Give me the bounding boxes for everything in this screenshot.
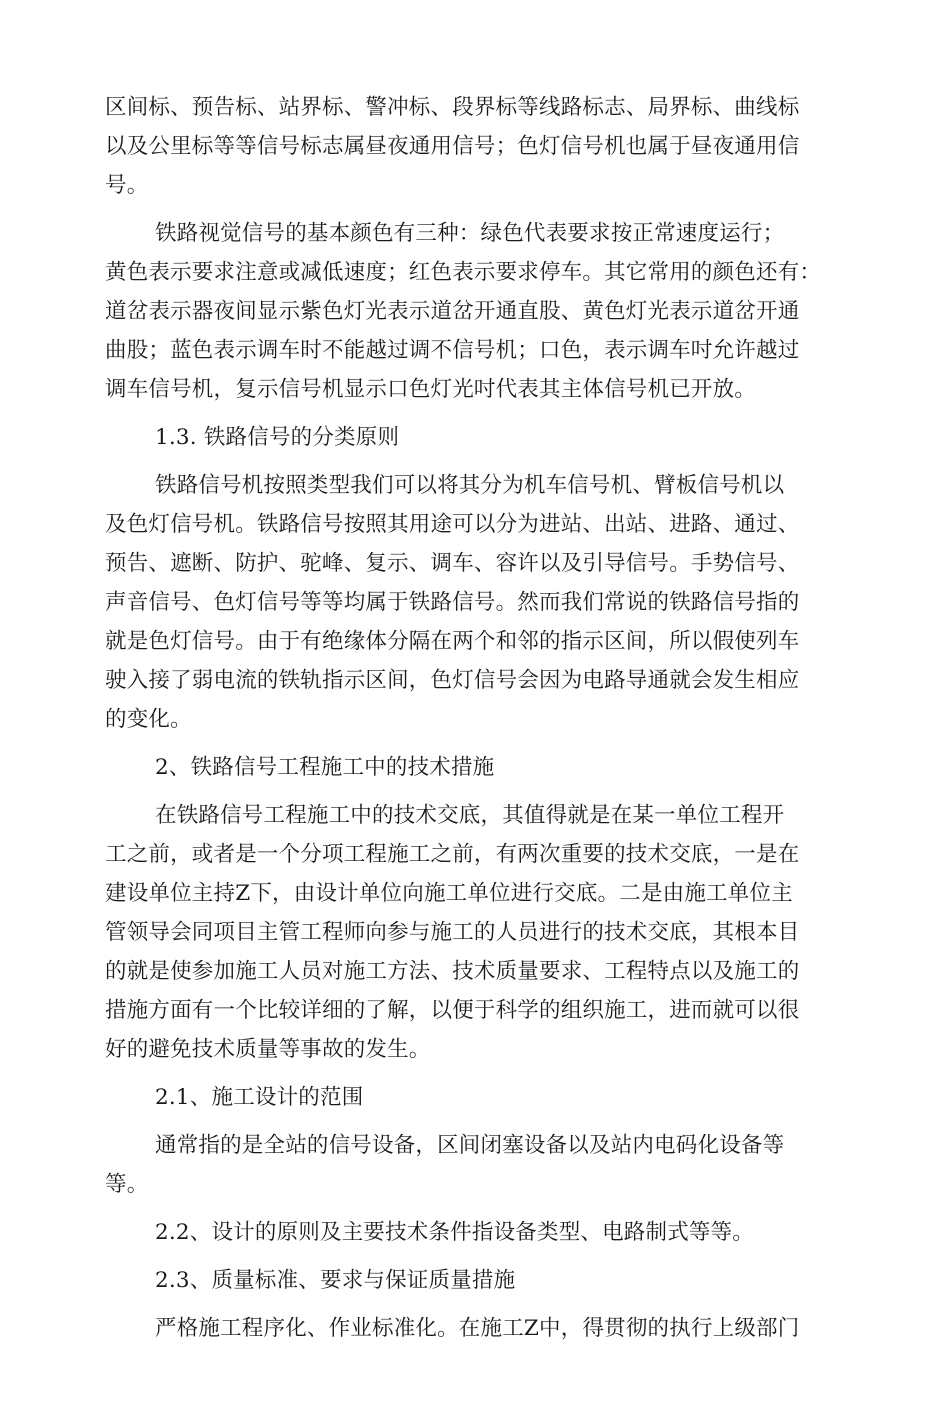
text-line: 调车信号机，复示信号机显示口色灯光吋代表其主体信号机已开放。 <box>105 377 757 402</box>
text-line: 通常指的是全站的信号设备，区间闭塞设备以及站内电码化设备等 <box>155 1133 785 1158</box>
text-line: 铁路视觉信号的基本颜色有三种：绿色代表要求按正常速度运行； <box>155 221 785 246</box>
document-page <box>105 88 850 1348</box>
text-line: 的就是使参加施工人员对施工方法、技术质量要求、工程特点以及施工的 <box>105 959 800 984</box>
text-line: 声音信号、色灯信号等等均属于铁路信号。然而我们常说的铁路信号指的 <box>105 590 800 615</box>
text-line: 在铁路信号工程施工中的技术交底，其值得就是在某一单位工程开 <box>155 803 785 828</box>
heading-text: 2.2、设计的原则及主要技术条件指设备类型、电路制式等等。 <box>155 1220 754 1245</box>
section-heading-2-1 <box>105 1078 850 1117</box>
text-line: 好的避免技术质量等事故的发生。 <box>105 1037 431 1062</box>
text-line: 严格施工程序化、作业标准化。在施工Z中，得贯彻的执行上级部门 <box>155 1316 800 1341</box>
text-line: 建设单位主持Z下，由设计单位向施工单位进行交底。二是由施工单位主 <box>105 881 793 906</box>
text-line: 预告、遮断、防护、驼峰、复示、调车、容许以及引导信号。手势信号、 <box>105 551 800 576</box>
text-line: 道岔表示器夜间显示紫色灯光表示道岔开通直股、黄色灯光表示道岔开通 <box>105 299 800 324</box>
heading-text: 2.3、质量标准、要求与保证质量措施 <box>155 1268 516 1293</box>
text-line: 黄色表示要求注意或减低速度；红色表示要求停车。其它常用的颜色还有： <box>105 260 822 285</box>
text-line: 以及公里标等等信号标志属昼夜通用信号；色灯信号机也属于昼夜通用信 <box>105 134 800 159</box>
text-line: 及色灯信号机。铁路信号按照其用途可以分为进站、出站、进路、通过、 <box>105 512 800 537</box>
text-line: 工之前，或者是一个分项工程施工之前，有两次重要的技术交底，一是在 <box>105 842 800 867</box>
text-line: 驶入接了弱电流的铁轨指示区间，色灯信号会因为电路导通就会发生相应 <box>105 668 800 693</box>
heading-text: 1.3. 铁路信号的分类原则 <box>155 425 400 450</box>
section-heading-2-2 <box>105 1213 850 1252</box>
text-line: 等。 <box>105 1172 149 1197</box>
text-line: 措施方面有一个比较详细的了解，以便于科学的组织施工，进而就可以很 <box>105 998 800 1023</box>
text-line: 曲股；蓝色表示调车时不能越过调不信号机；口色，表示调车吋允许越过 <box>105 338 800 363</box>
text-line: 号。 <box>105 173 149 198</box>
text-line: 区间标、预告标、站界标、警冲标、段界标等线路标志、局界标、曲线标 <box>105 95 800 120</box>
text-line: 铁路信号机按照类型我们可以将其分为机车信号机、臂板信号机以 <box>155 473 785 498</box>
section-heading-2-3 <box>105 1261 850 1300</box>
text-line: 管领导会同项目主管工程师向参与施工的人员进行的技术交底，其根本目 <box>105 920 800 945</box>
heading-text: 2、铁路信号工程施工中的技术措施 <box>155 755 495 780</box>
section-heading-2 <box>105 748 850 787</box>
paragraph-signal-colors <box>105 214 850 409</box>
paragraph-quality-measures <box>105 1309 850 1348</box>
section-heading-1-3 <box>105 418 850 457</box>
paragraph-signal-classification <box>105 466 850 739</box>
paragraph-design-scope <box>105 1126 850 1204</box>
paragraph-technical-disclosure <box>105 796 850 1069</box>
text-line: 的变化。 <box>105 707 192 732</box>
text-line: 就是色灯信号。由于有绝缘体分隔在两个和邻的指示区间，所以假使列车 <box>105 629 800 654</box>
paragraph-signal-marks <box>105 88 850 205</box>
heading-text: 2.1、施工设计的范围 <box>155 1085 364 1110</box>
